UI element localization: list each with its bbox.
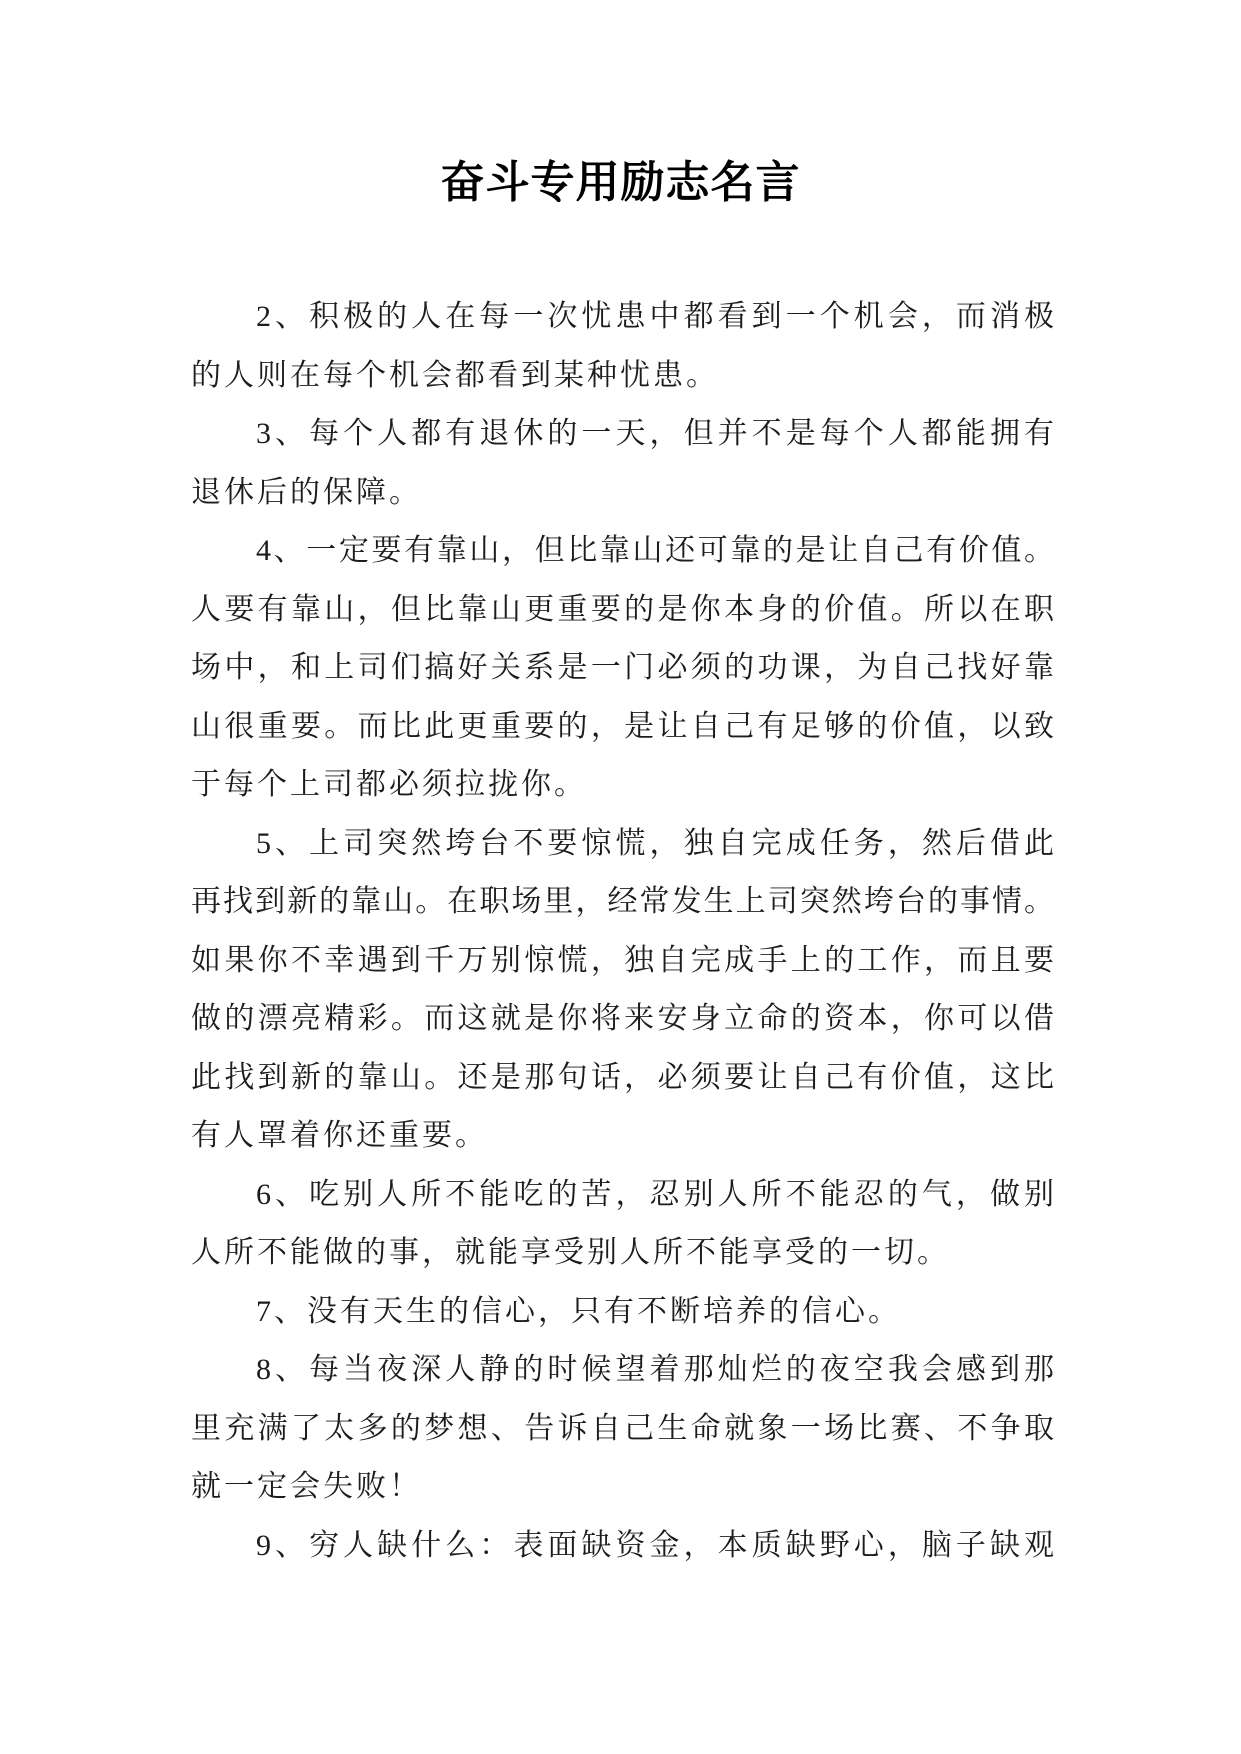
quote-paragraph: [191, 815, 1055, 1166]
quote-paragraph: [191, 1341, 1055, 1517]
quote-paragraph: [191, 288, 1055, 405]
text-line: 做的漂亮精彩。而这就是你将来安身立命的资本，你可以借: [191, 1002, 1055, 1035]
text-line: 退休后的保障。: [191, 475, 422, 509]
quote-paragraph: [191, 1283, 1055, 1342]
quote-paragraph: [191, 1517, 1055, 1576]
text-line: 8、每当夜深人静的时候望着那灿烂的夜空我会感到那: [256, 1353, 1055, 1386]
text-line: 如果你不幸遇到千万别惊慌，独自完成手上的工作，而且要: [191, 943, 1055, 977]
text-line: 再找到新的靠山。在职场里，经常发生上司突然垮台的事情。: [191, 885, 1055, 918]
text-line: 人要有靠山，但比靠山更重要的是你本身的价值。所以在职: [191, 592, 1055, 626]
text-line: 5、上司突然垮台不要惊慌，独自完成任务，然后借此: [256, 826, 1055, 860]
document-body: [191, 288, 1055, 1575]
text-line: 7、没有天生的信心，只有不断培养的信心。: [256, 1294, 901, 1328]
text-line: 2、积极的人在每一次忧患中都看到一个机会，而消极: [256, 300, 1055, 333]
text-line: 人所不能做的事，就能享受别人所不能享受的一切。: [191, 1236, 950, 1269]
quote-paragraph: [191, 405, 1055, 522]
text-line: 4、一定要有靠山，但比靠山还可靠的是让自己有价值。: [256, 534, 1055, 567]
text-line: 有人罩着你还重要。: [191, 1119, 488, 1152]
document-title: 奋斗专用励志名言: [440, 158, 801, 207]
text-line: 6、吃别人所不能吃的苦，忍别人所不能忍的气，做别: [256, 1177, 1055, 1211]
text-line: 场中，和上司们搞好关系是一门必须的功课，为自己找好靠: [191, 651, 1055, 684]
text-line: 里充满了太多的梦想、告诉自己生命就象一场比赛、不争取: [191, 1411, 1055, 1445]
quote-paragraph: [191, 1166, 1055, 1283]
text-line: 就一定会失败！: [191, 1470, 422, 1503]
text-line: 3、每个人都有退休的一天，但并不是每个人都能拥有: [256, 417, 1055, 450]
text-line: 的人则在每个机会都看到某种忧患。: [191, 358, 719, 392]
text-line: 山很重要。而比此更重要的，是让自己有足够的价值，以致: [191, 709, 1055, 743]
quote-paragraph: [191, 522, 1055, 815]
text-line: 9、穷人缺什么：表面缺资金，本质缺野心，脑子缺观: [256, 1528, 1055, 1562]
text-line: 此找到新的靠山。还是那句话，必须要让自己有价值，这比: [191, 1060, 1055, 1094]
text-line: 于每个上司都必须拉拢你。: [191, 768, 587, 801]
